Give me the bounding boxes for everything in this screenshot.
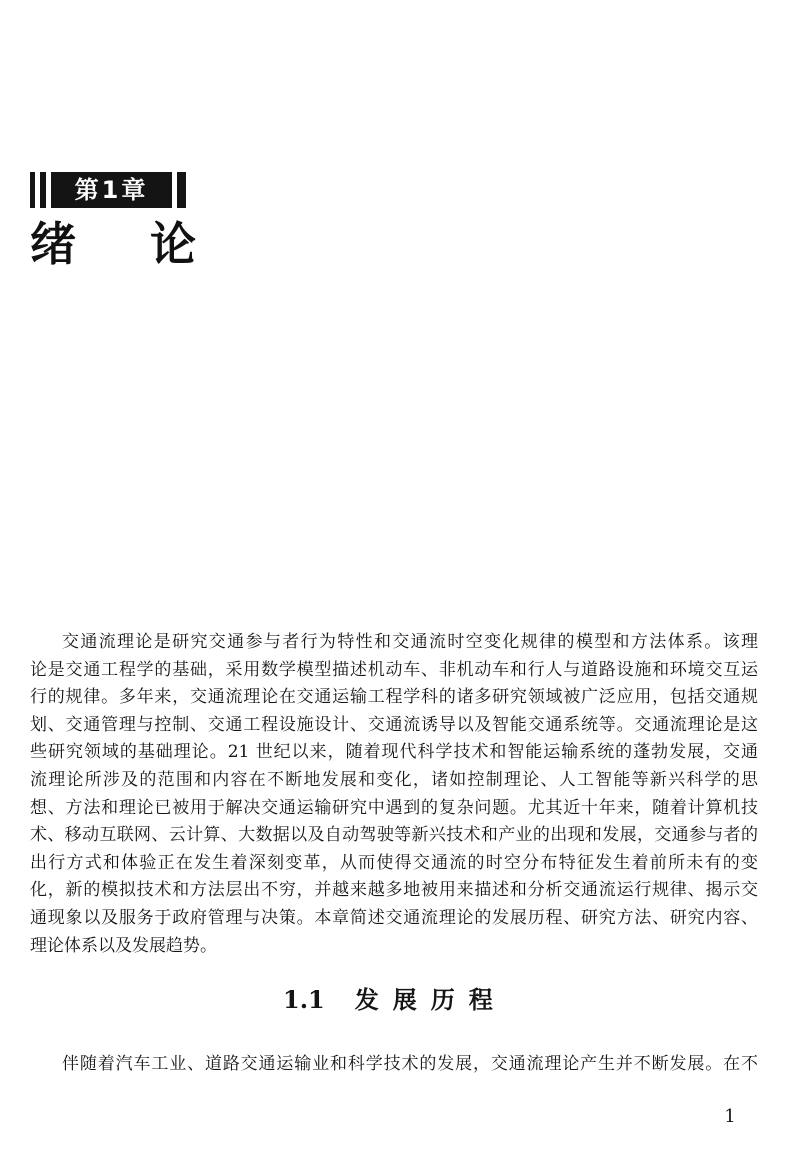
paragraph-line: 伴随着汽车工业、道路交通运输业和科学技术的发展，交通流理论产生并不断发展。在不 [62,1054,758,1074]
paragraph-line: 化，新的模拟技术和方法层出不穷，并越来越多地被用来描述和分析交通流运行规律、揭示交 [30,880,758,901]
paragraph-line: 划、交通管理与控制、交通工程设施设计、交通流诱导以及智能交通系统等。交通流理论是这 [30,714,758,735]
section-heading [283,984,507,1016]
paragraph-line: 通现象以及服务于政府管理与决策。本章简述交通流理论的发展历程、研究方法、研究内容、 [30,907,758,928]
paragraph-line: 些研究领域的基础理论。21 世纪以来，随着现代科学技术和智能运输系统的蓬勃发展，交通 [30,742,758,763]
paragraph-line: 流理论所涉及的范围和内容在不断地发展和变化，诸如控制理论、人工智能等新兴科学的思 [30,769,758,790]
chapter-title: 绪论 [30,217,270,271]
paragraph-line: 行的规律。多年来，交通流理论在交通运输工程学科的诸多研究领域被广泛应用，包括交通规 [30,687,758,708]
badge-bar-left-thin [30,172,35,208]
paragraph-line: 术、移动互联网、云计算、大数据以及自动驾驶等新兴技术和产业的出现和发展，交通参与者的 [30,825,758,846]
paragraph-line: 出行方式和体验正在发生着深刻变革，从而使得交通流的时空分布特征发生着前所未有的变 [30,852,758,873]
chapter-badge [0,172,200,208]
section-paragraph [30,1051,758,1079]
badge-bar-left [40,172,46,208]
intro-paragraph [30,629,758,960]
page-number: 1 [724,1106,736,1127]
paragraph-line: 交通流理论是研究交通参与者行为特性和交通流时空变化规律的模型和方法体系。该理 [62,632,758,652]
badge-bar-right [177,172,186,208]
chapter-label: 第1章 [51,172,172,208]
paragraph-line: 想、方法和理论已被用于解决交通运输研究中遇到的复杂问题。尤其近十年来，随着计算机技 [30,797,758,818]
paragraph-line: 理论体系以及发展趋势。 [30,935,217,956]
section-title: 发展历程 [354,985,507,1014]
section-number: 1.1 [283,985,325,1014]
paragraph-line: 论是交通工程学的基础，采用数学模型描述机动车、非机动车和行人与道路设施和环境交互运 [30,659,758,680]
